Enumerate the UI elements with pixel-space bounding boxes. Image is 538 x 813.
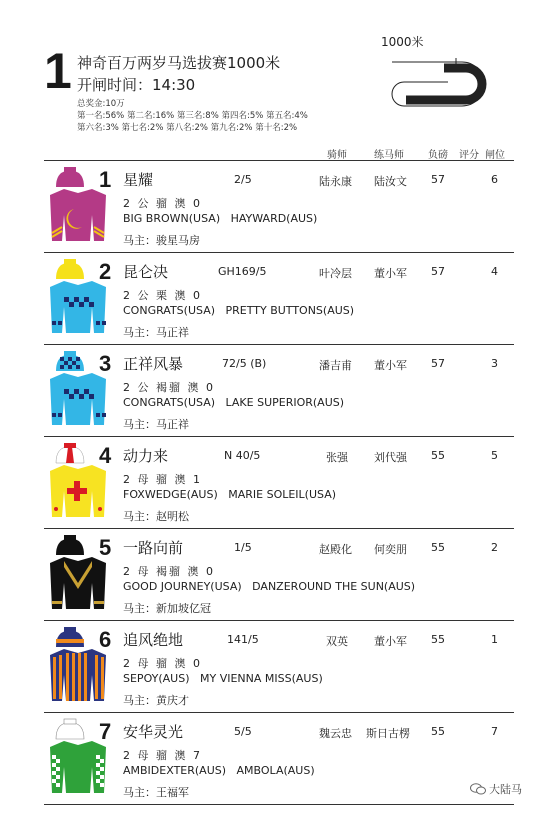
sire-name: AMBIDEXTER(AUS) xyxy=(123,764,227,777)
horse-pedigree xyxy=(123,580,415,593)
total-purse: 总奖金:10万 xyxy=(77,99,125,109)
horse-odds: 141/5 xyxy=(227,633,259,646)
horse-pedigree xyxy=(123,672,323,685)
horse-profile: 2 母 骝 澳 0 xyxy=(123,657,202,670)
horse-number: 3 xyxy=(99,351,112,376)
horse-row xyxy=(44,712,514,802)
carried-weight: 57 xyxy=(431,265,445,278)
table-bottom-rule xyxy=(44,804,514,805)
horse-row xyxy=(44,528,514,618)
draw-value: 6 xyxy=(491,173,498,186)
horse-owner: 马主：新加坡亿冠 xyxy=(123,602,211,615)
horse-owner: 马主：马正祥 xyxy=(123,326,189,339)
horse-name: 安华灵光 xyxy=(123,723,184,741)
horse-pedigree xyxy=(123,212,317,225)
dam-name: MY VIENNA MISS(AUS) xyxy=(199,672,323,685)
draw-value: 4 xyxy=(491,265,498,278)
carried-weight: 55 xyxy=(431,633,445,646)
column-trainer: 练马师 xyxy=(374,150,404,161)
horse-row xyxy=(44,620,514,710)
sire-name: CONGRATS(USA) xyxy=(123,396,216,409)
jockey-name: 叶冷层 xyxy=(319,267,352,280)
horse-name: 一路向前 xyxy=(123,539,184,557)
dam-name: MARIE SOLEIL(USA) xyxy=(228,488,337,501)
race-title: 神奇百万两岁马选拔赛1000米 xyxy=(77,54,281,72)
sire-name: GOOD JOURNEY(USA) xyxy=(123,580,242,593)
track-distance-label: 1000米 xyxy=(381,35,424,49)
prize-split-line-2: 第六名:3% 第七名:2% 第八名:2% 第九名:2% 第十名:2% xyxy=(77,123,298,133)
dam-name: AMBOLA(AUS) xyxy=(236,764,315,777)
jockey-name: 陆永康 xyxy=(319,175,352,188)
horse-odds: 2/5 xyxy=(234,173,252,186)
carried-weight: 55 xyxy=(431,725,445,738)
race-start-time: 开闸时间：14:30 xyxy=(77,76,196,94)
carried-weight: 57 xyxy=(431,173,445,186)
prize-split-line-1: 第一名:56% 第二名:16% 第三名:8% 第四名:5% 第五名:4% xyxy=(77,111,308,121)
sire-name: FOXWEDGE(AUS) xyxy=(123,488,218,501)
race-number: 1 xyxy=(44,43,72,99)
horse-odds: 1/5 xyxy=(234,541,252,554)
horse-name: 动力来 xyxy=(123,447,169,465)
dam-name: HAYWARD(AUS) xyxy=(230,212,318,225)
race-purse-block xyxy=(77,98,308,134)
horse-pedigree xyxy=(123,764,315,777)
horse-owner: 马主：王福军 xyxy=(123,786,189,799)
trainer-name: 刘代强 xyxy=(374,451,407,464)
trainer-name: 董小军 xyxy=(374,359,407,372)
dam-name: PRETTY BUTTONS(AUS) xyxy=(225,304,355,317)
jockey-name: 潘吉甫 xyxy=(319,359,352,372)
horse-profile: 2 公 褐骝 澳 0 xyxy=(123,381,215,394)
trainer-name: 陆汝文 xyxy=(374,175,407,188)
horse-pedigree xyxy=(123,304,354,317)
horse-name: 昆仑决 xyxy=(123,263,169,281)
column-draw: 闸位 xyxy=(485,150,505,161)
horse-owner: 马主：赵明松 xyxy=(123,510,189,523)
trainer-name: 何奕朋 xyxy=(374,543,407,556)
trainer-name: 斯日古楞 xyxy=(366,727,410,740)
carried-weight: 57 xyxy=(431,357,445,370)
jockey-name: 魏云忠 xyxy=(319,727,352,740)
trainer-name: 董小军 xyxy=(374,267,407,280)
horse-number: 6 xyxy=(99,627,112,652)
horse-profile: 2 母 骝 澳 7 xyxy=(123,749,202,762)
dam-name: DANZEROUND THE SUN(AUS) xyxy=(252,580,416,593)
wechat-icon xyxy=(470,783,486,795)
jockey-name: 张强 xyxy=(326,451,348,464)
sire-name: BIG BROWN(USA) xyxy=(123,212,221,225)
horse-profile: 2 公 栗 澳 0 xyxy=(123,289,202,302)
horse-profile: 2 母 褐骝 澳 0 xyxy=(123,565,215,578)
column-weight: 负磅 xyxy=(428,150,448,161)
jockey-name: 双英 xyxy=(326,635,348,648)
column-rating: 评分 xyxy=(459,150,479,161)
horse-row xyxy=(44,436,514,526)
horse-owner: 马主：黄庆才 xyxy=(123,694,189,707)
horse-row xyxy=(44,344,514,434)
horse-pedigree xyxy=(123,488,336,501)
trainer-name: 董小军 xyxy=(374,635,407,648)
sire-name: CONGRATS(USA) xyxy=(123,304,216,317)
jockey-name: 赵殿化 xyxy=(319,543,352,556)
horse-row xyxy=(44,160,514,250)
race-header xyxy=(44,43,514,142)
horse-number: 1 xyxy=(99,167,112,192)
horse-name: 正祥风暴 xyxy=(123,355,184,373)
draw-value: 3 xyxy=(491,357,498,370)
horse-number: 7 xyxy=(99,719,112,744)
carried-weight: 55 xyxy=(431,541,445,554)
horse-owner: 马主：骏星马房 xyxy=(123,234,200,247)
draw-value: 2 xyxy=(491,541,498,554)
carried-weight: 55 xyxy=(431,449,445,462)
horse-profile: 2 母 骝 澳 1 xyxy=(123,473,202,486)
sire-name: SEPOY(AUS) xyxy=(123,672,190,685)
horse-pedigree xyxy=(123,396,344,409)
draw-value: 5 xyxy=(491,449,498,462)
draw-value: 7 xyxy=(491,725,498,738)
watermark xyxy=(470,781,522,797)
column-jockey: 骑师 xyxy=(327,150,347,161)
horse-odds: GH169/5 xyxy=(218,265,267,278)
horse-owner: 马主：马正祥 xyxy=(123,418,189,431)
horse-odds: 5/5 xyxy=(234,725,252,738)
track-diagram-icon xyxy=(382,56,500,112)
horse-odds: N 40/5 xyxy=(224,449,261,462)
horse-number: 5 xyxy=(99,535,112,560)
horse-row xyxy=(44,252,514,342)
horse-name: 星耀 xyxy=(123,171,154,189)
dam-name: LAKE SUPERIOR(AUS) xyxy=(225,396,345,409)
horse-name: 追风绝地 xyxy=(123,631,184,649)
horse-odds: 72/5 (B) xyxy=(222,357,267,370)
horse-number: 4 xyxy=(99,443,112,468)
horse-profile: 2 公 骝 澳 0 xyxy=(123,197,202,210)
draw-value: 1 xyxy=(491,633,498,646)
watermark-text: 大陆马 xyxy=(489,783,522,796)
horse-number: 2 xyxy=(99,259,112,284)
